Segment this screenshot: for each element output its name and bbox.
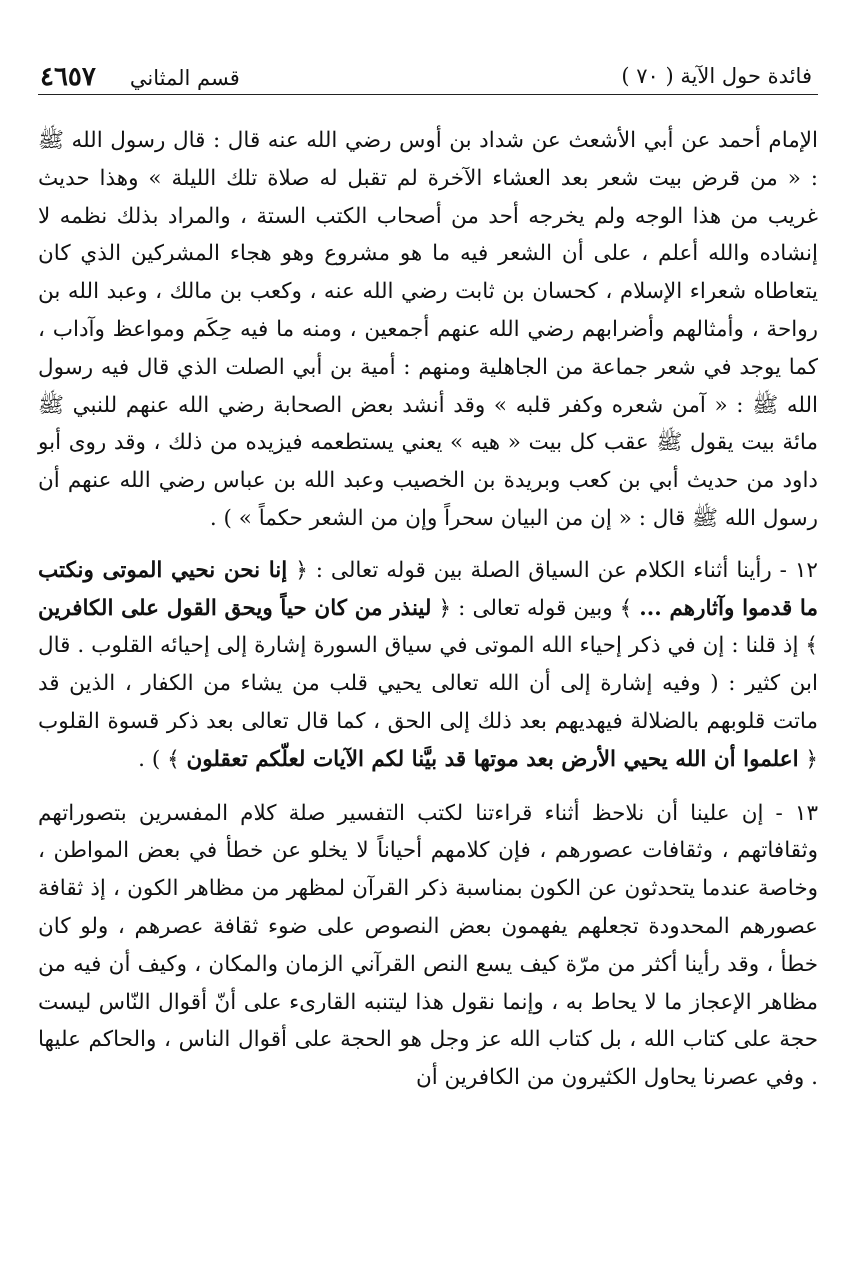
- page-number: ٤٦٥٧: [40, 62, 96, 92]
- quran-quote: إنا نحن نحيي الموتى ونكتب ما قدموا وآثارهم ...: [38, 557, 818, 621]
- section-name: قسم المثاني: [129, 66, 240, 90]
- quran-quote: اعلموا أن الله يحيي الأرض بعد موتها قد بيَّنا لكم الآيات لعلّكم تعقلون: [186, 746, 799, 772]
- paragraph-12: ١٢ - رأينا أثناء الكلام عن السياق الصلة بين قوله تعالى : ﴿ إنا نحن نحيي الموتى ونكتب ما قدموا وآثارهم ... ﴾ وبين قوله تعالى : ﴿ لينذر من كان حياً ويحق القول على الكافرين ﴾ إذ قلنا : إن في ذكر إحياء الله الموتى في سياق السورة إشارة إلى إحيائه القلوب . قال ابن كثير : ( وفيه إشارة إلى أن الله تعالى يحيي قلب من يشاء من الكفار ، الذين قد ماتت قلوبهم بالضلالة فيهديهم بعد ذلك إلى الحق ، كما قال تعالى بعد ذكر قسوة القلوب ﴿ اعلموا أن الله يحيي الأرض بعد موتها قد بيَّنا لكم الآيات لعلّكم تعقلون ﴾ ) .: [38, 557, 818, 772]
- page-header: [38, 50, 818, 94]
- quran-quote: لينذر من كان حياً ويحق القول على الكافرين: [38, 595, 432, 621]
- header-meta: [40, 62, 240, 92]
- header-divider: [38, 94, 818, 95]
- body-text: [38, 122, 818, 1097]
- running-title: فائدة حول الآية ( ٧٠ ): [621, 64, 812, 88]
- paragraph-hadith-poetry: الإمام أحمد عن أبي الأشعث عن شداد بن أوس رضي الله عنه قال : قال رسول الله ﷺ : « من قرض بيت شعر بعد العشاء الآخرة لم تقبل له صلاة تلك الليلة » وهذا حديث غريب من هذا الوجه ولم يخرجه أحد من أصحاب الكتب الستة ، والمراد بذلك نظمه لا إنشاده والله أعلم ، على أن الشعر فيه ما هو مشروع وهو هجاء المشركين الذي كان يتعاطاه شعراء الإسلام ، كحسان بن ثابت رضي الله عنه ، وكعب بن مالك ، وعبد الله بن رواحة ، وأمثالهم وأضرابهم رضي الله عنهم أجمعين ، ومنه ما فيه حِكَم ومواعظ وآداب ، كما يوجد في شعر جماعة من الجاهلية ومنهم : أمية بن أبي الصلت الذي قال فيه رسول الله ﷺ : « آمن شعره وكفر قلبه » وقد أنشد بعض الصحابة رضي الله عنهم للنبي ﷺ مائة بيت يقول ﷺ عقب كل بيت « هيه » يعني يستطعمه فيزيده من ذلك ، وقد روى أبو داود من حديث أبي بن كعب وبريدة بن الخصيب وعبد الله بن عباس رضي الله عنهم أن رسول الله ﷺ قال : « إن من البيان سحراً وإن من الشعر حكماً » ) .: [38, 128, 818, 531]
- paragraph-13: ١٣ - إن علينا أن نلاحظ أثناء قراءتنا لكتب التفسير صلة كلام المفسرين بتصوراتهم وثقافاتهم ، وثقافات عصورهم ، فإن كلامهم أحياناً لا يخلو عن خطأ في بعض المواطن ، وخاصة عندما يتحدثون عن الكون بمناسبة ذكر القرآن لمظهر من مظاهر الكون ، إذ ثقافة عصورهم المحدودة تجعلهم يفهمون بعض النصوص على ضوء ثقافة عصرهم ، ولو كان خطأ ، وقد رأينا أكثر من مرّة كيف يسع النص القرآني الزمان والمكان ، وكيف أن فيه من مظاهر الإعجاز ما لا يحاط به ، وإنما نقول هذا ليتنبه القارىء على أنّ أقوال النّاس ليست حجة على كتاب الله ، بل كتاب الله عز وجل هو الحجة على أقوال الناس ، والحاكم عليها . وفي عصرنا يحاول الكثيرون من الكافرين أن: [38, 800, 818, 1091]
